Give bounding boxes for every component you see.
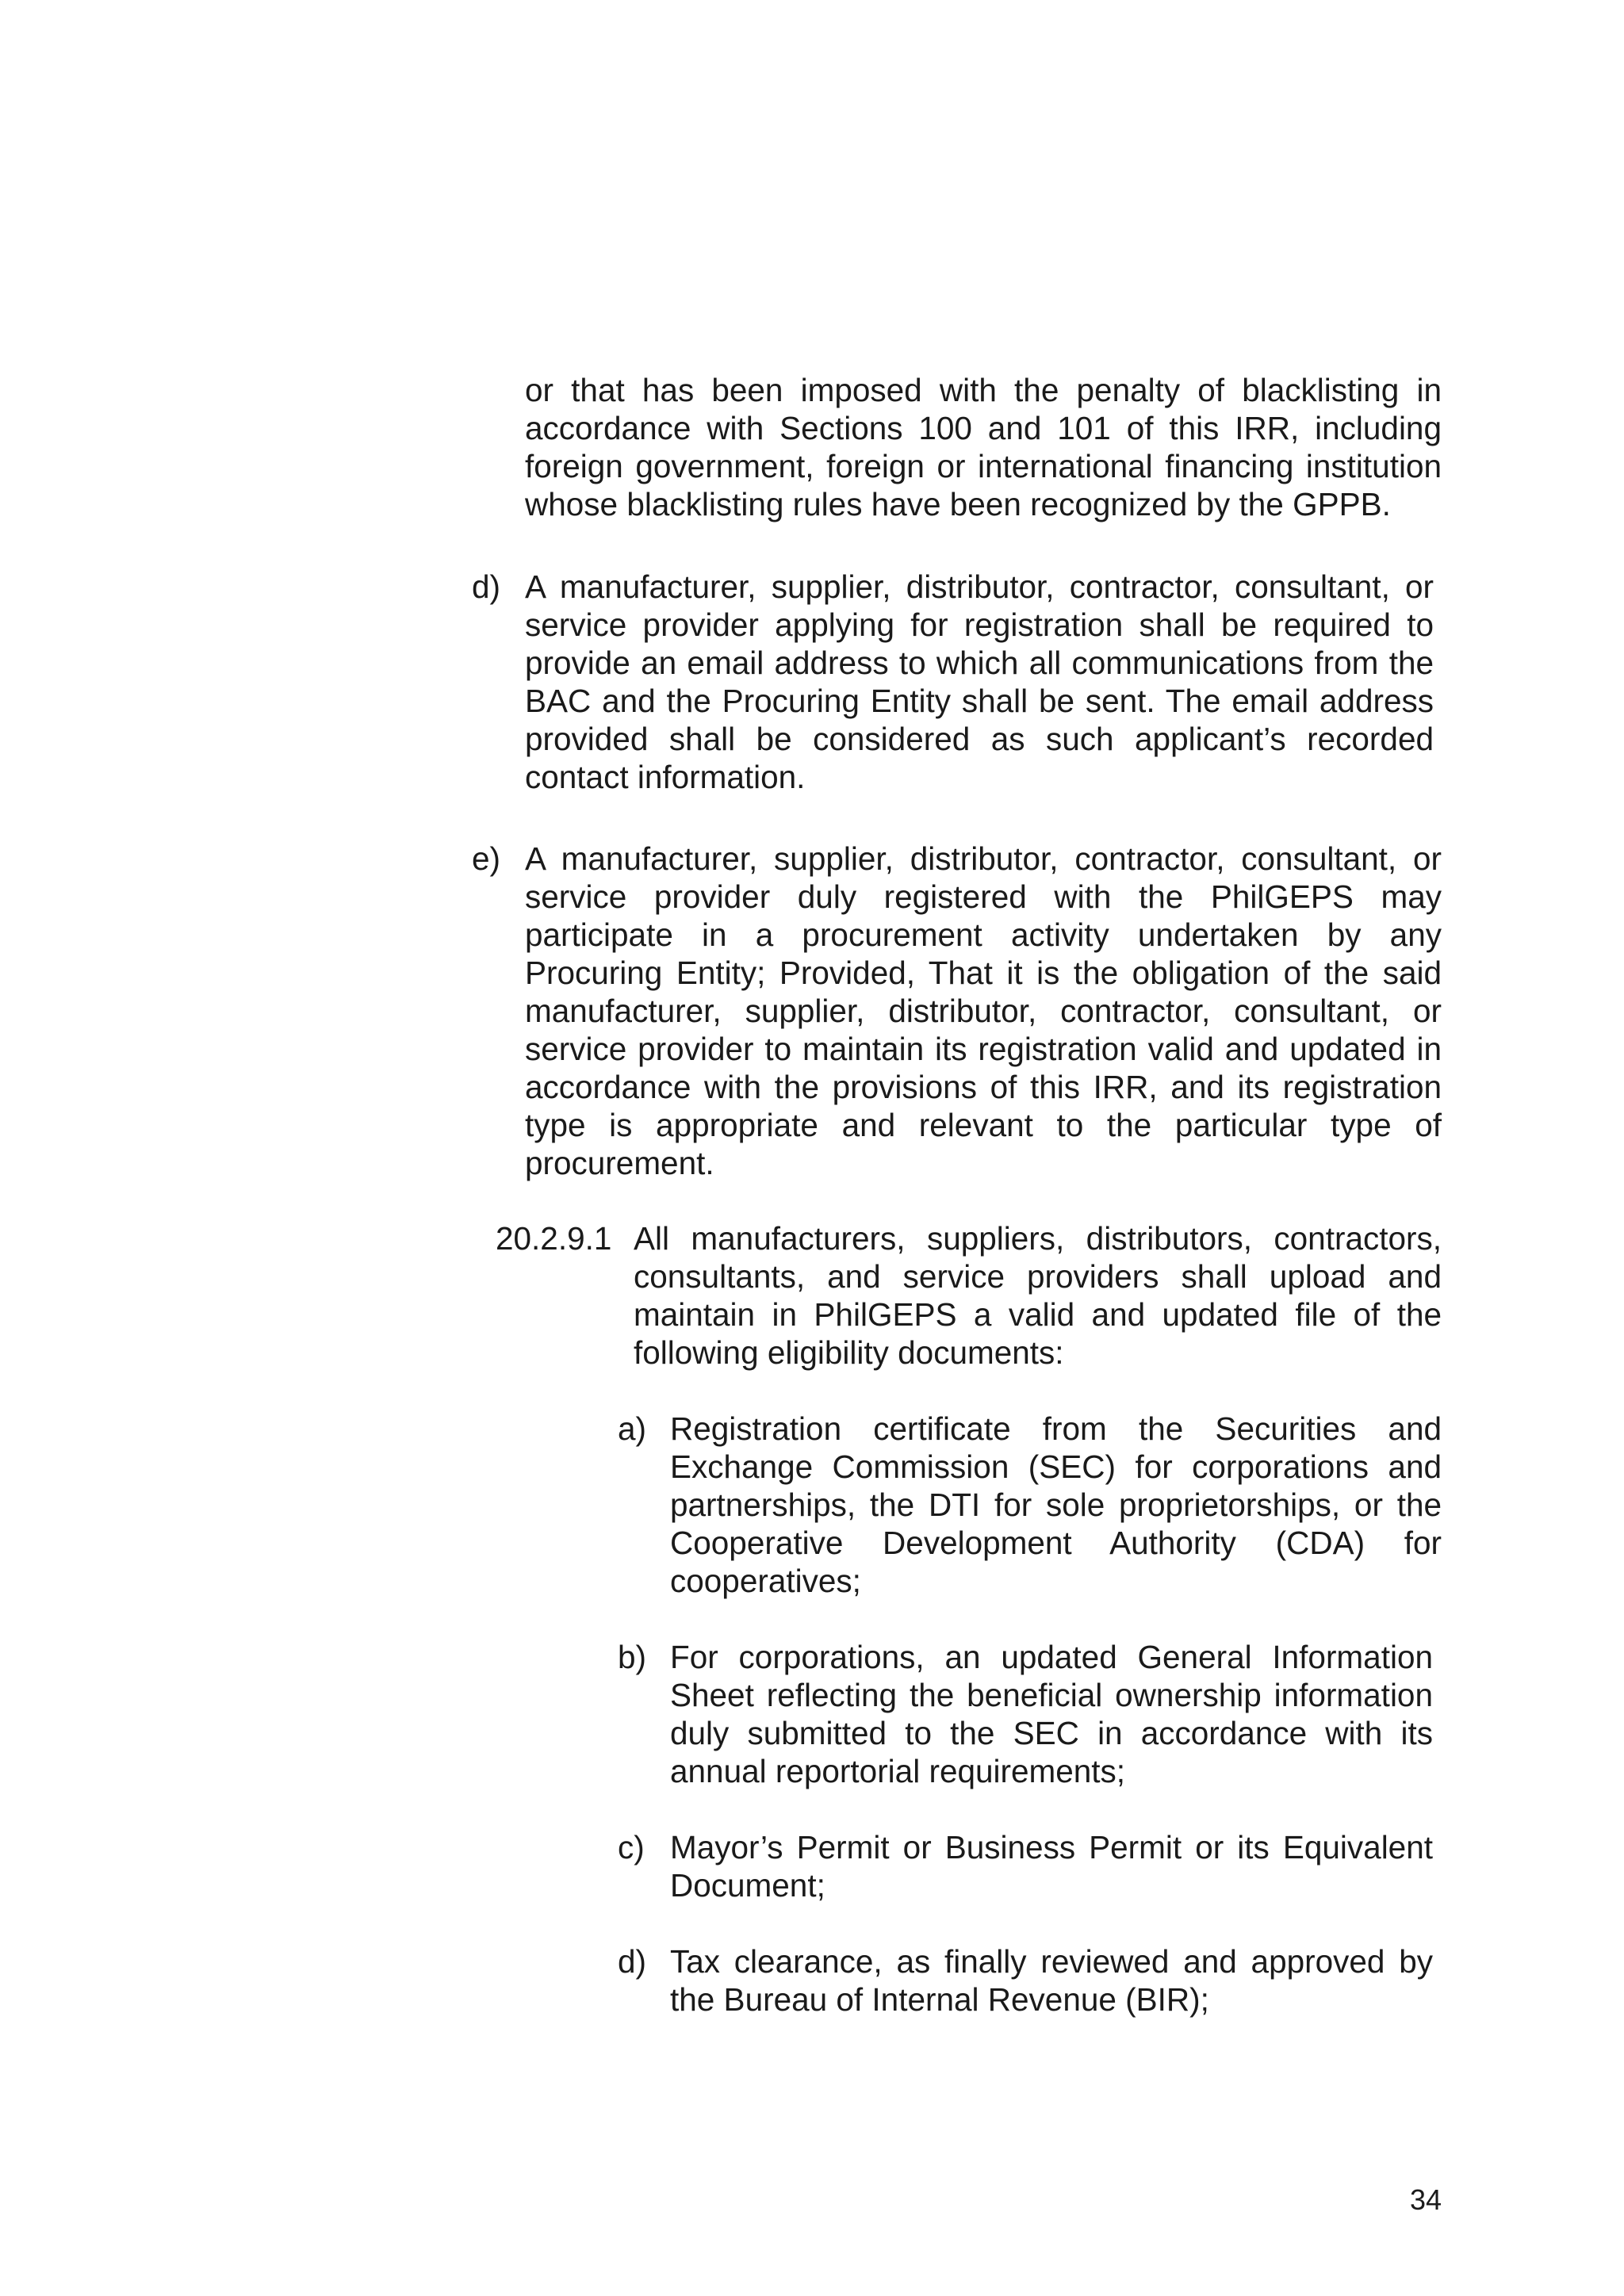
subsection-text: All manufacturers, suppliers, distributors, contractors, consultants, and service providers shall upload and maintain in PhilGEPS a valid and updated file of the following eligibility documents:	[634, 1220, 1442, 1371]
list-item-text: For corporations, an updated General Information Sheet reflecting the beneficial ownership information duly submitted to the SEC in accordance with its annual reportorial requirements;	[670, 1639, 1433, 1789]
list-marker: d)	[618, 1943, 647, 1980]
page-number: 34	[1409, 2183, 1442, 2216]
list-item-text: Tax clearance, as finally reviewed and approved by the Bureau of Internal Revenue (BIR);	[670, 1943, 1433, 2018]
list-item-text: Mayor’s Permit or Business Permit or its Equivalent Document;	[670, 1829, 1433, 1904]
list-marker: b)	[618, 1639, 647, 1675]
list-marker: c)	[618, 1829, 645, 1866]
list-item-text: A manufacturer, supplier, distributor, contractor, consultant, or service provider duly registered with the PhilGEPS may participate in a procurement activity undertaken by any Procuring Entity; Provided, That it is the obligation of the said manufacturer, supplier, distributor, contractor, consultant, or service provider to maintain its registration valid and updated in accordance with the provisions of this IRR, and its registration type is appropriate and relevant to the particular type of procurement.	[525, 840, 1442, 1181]
continuation-paragraph: or that has been imposed with the penalty of blacklisting in accordance with Sections 100 and 101 of this IRR, including foreign government, foreign or international financing institution whose blacklisting rules have been recognized by the GPPB.	[525, 372, 1442, 522]
list-marker: d)	[472, 568, 501, 605]
list-item-text: A manufacturer, supplier, distributor, contractor, consultant, or service provider applying for registration shall be required to provide an email address to which all communications from the BAC and the Procuring Entity shall be sent. The email address provided shall be considered as such applicant’s recorded contact information.	[525, 568, 1434, 795]
subsection-number: 20.2.9.1	[496, 1220, 612, 1257]
list-marker: e)	[472, 840, 501, 877]
list-marker: a)	[618, 1410, 647, 1447]
list-item-text: Registration certificate from the Securities and Exchange Commission (SEC) for corporations and partnerships, the DTI for sole proprietorships, or the Cooperative Development Authority (CDA) for cooperatives;	[670, 1410, 1442, 1599]
